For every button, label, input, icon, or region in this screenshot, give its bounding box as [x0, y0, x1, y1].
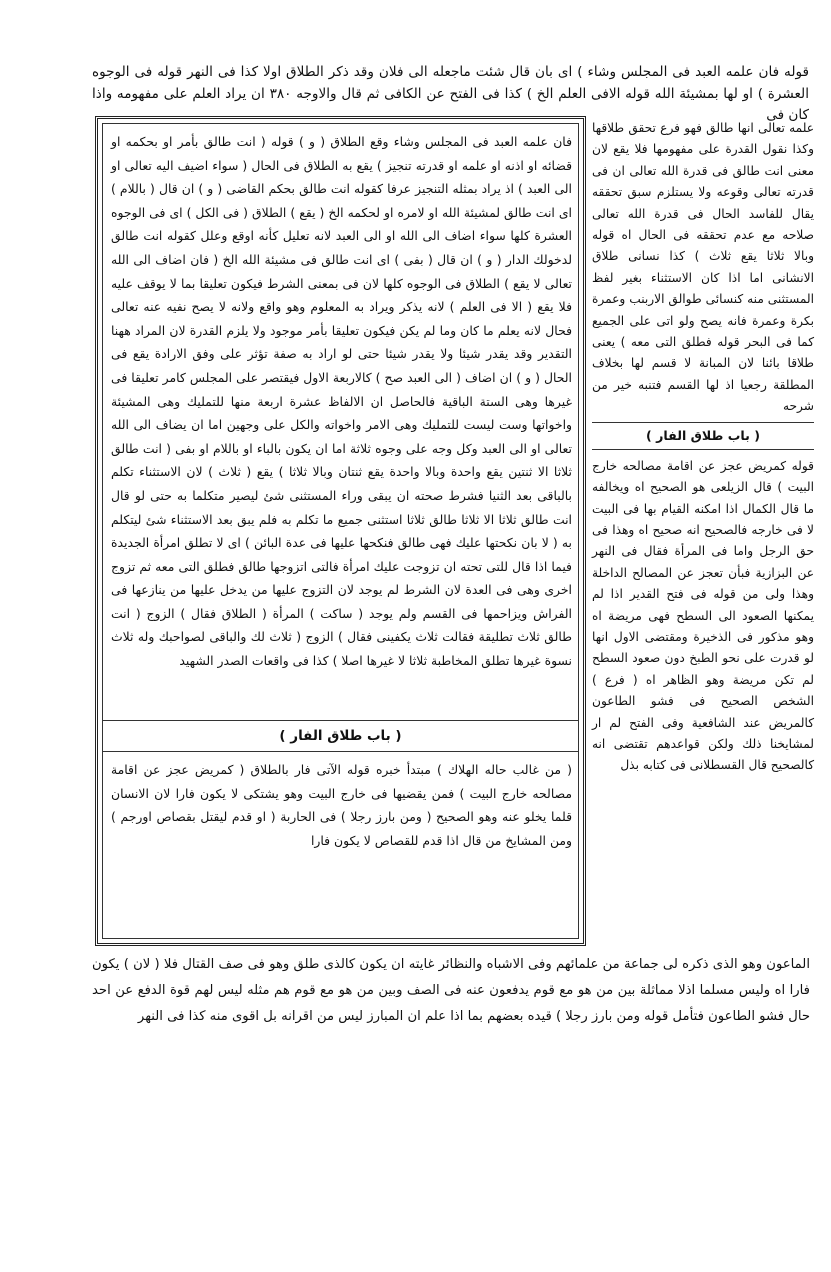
matn-frame-inner	[102, 123, 579, 939]
top-commentary: قوله فان علمه العبد فى المجلس وشاء ) اى بان قال شئت ماجعله الى فلان وقد ذكر الطلاق اولا كذا فى النهر قوله فى الوجوه العشرة ) او لها بمشيئة الله قوله الافى العلم الخ ) كذا فى الفتح عن الكافى ثم قال والاوجه ٣٨٠ ان يراد العلم على مفهومه واذا كان فى	[92, 64, 809, 123]
matn-text: فان علمه العبد فى المجلس وشاء وقع الطلاق ( و ) قوله ( انت طالق بأمر او بحكمه او قضائه او اذنه او علمه او قدرته تنجيز ) يقع به الطلاق فى الحال ( سواء اضيف اليه تعالى او الى العبد ) اذ يراد بمثله التنجيز عرفا كقوله انت طالق بحكم القاضى ( و ) ان قال ( باللام ) اى انت طالق لمشيئة الله او لامره او لحكمه الخ ( يقع ) الطلاق ( فى الكل ) اى فى الوجوه العشرة كلها سواء اضاف الى الله او الى العبد لانه تعليل كأنه اوقع وعلل كقوله انت طالق لدخولك الدار ( و ) ان قال ( بفى ) اى انت طالق فى مشيئة الله الخ ( فان اضاف الى الله تعالى لا يقع ) الطلاق فى الوجوه كلها لان فى بمعنى الشرط فيكون تعليقا بما لا يوقف عليه فلا يقع ( الا فى العلم ) لانه يذكر ويراد به المعلوم وهو واقع ولانه لا يصح نفيه عنه تعالى فحال لانه يعلم ما كان وما لم يكن فيكون تعليقا بأمر موجود ولا يلزم القدرة لان المراد ههنا التقدير وقد يقدر شيئا ولا يقدر شيئا حتى لو اراد به صفة تؤثر على وفق الارادة يقع فى الحال ( و ) ان اضاف ( الى العبد صح ) كالاربعة الاول فيقتصر على المجلس كامر تعليقا فى غيرها وهى الستة الباقية فالحاصل ان الالفاظ عشرة اربعة منها للتمليك وهى المشيئة واخواتها وست ليست للتمليك وهى الامر واخواته والكل على وجهين اما ان يضاف الى الله تعالى او الى العبد وكل وجه على وجوه ثلاثة اما ان يكون بالباء او باللام او بفى ( انت طالق ثلاثا الا ثنتين يقع واحدة وبالا واحدة يقع ثنتان وبالا ثلاثا ) يقع ( ثلاث ) لان الاستثناء تكلم بالباقى بعد الثنيا فشرط صحته ان يبقى وراء المستثنى شئ ليصير متكلما به حتى لو قال انت طالق ثلاثا الا ثلاثا طالق ثلاثا استثنى جميع ما تكلم به فلم يبق بعد الاستثناء شئ ليتكلم به ( لا بان نكحتها عليك فهى طالق فنكحها عليها فى عدة البائن ) اى لا تطلق امرأة الجديدة فيما اذا قال للتى تحته ان تزوجت عليك امرأة فالتى اتزوجها طالق فطلق التى معه ثم تزوج اخرى وهى فى العدة لان الشرط لم يوجد لان التزوج عليها من يدخل عليها من ينازعها فى الفراش ويزاحمها فى القسم ولم يوجد ( ساكت ) المرأة ( الطلاق فقال ) الزوج ( انت طالق ثلاث تطليقة فقالت ثلاث يكفينى فقال ) الزوج ( ثلاث لك والباقى لصواحبك وله ثلاث نسوة غيرها تطلق المخاطبة ثلاثا لا غيرها اصلا ) كذا فى واقعات الصدر الشهيد	[111, 134, 572, 669]
matn-frame	[95, 116, 586, 946]
side-commentary-part1: علمه تعالى انها طالق فهو فرع تحقق طلاقها وكذا نقول القدرة على مفهومها فلا يقع لان معنى انت طالق فى قدرة الله تعالى ان فى قدرته تعالى وقوعه ولا يستلزم سبق تحققه يقال للفاسد الحال فى قدرة الله تعالى صلاحه مع عدم تحققه فى الحال اه قوله وبالا ثلاثا يقع ثلاث ) كذا نسانى طلاق الانشانى اما اذا كان الاستثناء بغير لفظ المستثنى منه كنسائى طوالق الاربنب وعمرة بكرة وعمرة فانه يصح ولو اتى على الجميع كما فى البحر قوله فطلق التى معه ) يعنى طلاقا بائنا لان المبانة لا قسم لها بخلاف المطلقة رجعيا اذ لها القسم فتنبه خير من شرحه	[592, 121, 814, 414]
bottom-commentary: الماعون وهو الذى ذكره لى جماعة من علمائهم وفى الاشباه والنظائر غايته ان يكون كالذى طلق وهو فى صف القتال فلا ( لان ) يكون فارا اه وليس مسلما اذلا مماثلة بين من هو مع قوم يدفعون عنه فى الصف وبين من هو مع قوم هم مثله ليس لهم قوة الدفع عن احد حال فشو الطاعون فتأمل قوله ومن بارز رجلا ) قيده بعضهم بما اذا علم ان المبارز ليس من اقرانه بل اقوى منه كذا فى النهر	[92, 957, 810, 1024]
side-commentary	[592, 118, 814, 777]
side-chapter-heading: ( باب طلاق الفار )	[592, 422, 814, 450]
matn-text-chapter: ( من غالب حاله الهلاك ) مبتدأ خبره قوله الآتى فار بالطلاق ( كمريض عجز عن اقامة مصالحه خارج البيت ) فمن يقضيها فى خارج البيت وهو يشتكى لا يكون فارا لان الانسان قلما يخلو عنه وهو الصحيح ( ومن بارز رجلا ) فى الحاربة ( او قدم ليقتل بقصاص اورجم ) ومن المشايخ من قال اذا قدم للقصاص لا يكون فارا	[111, 762, 572, 848]
chapter-heading: ( باب طلاق الفار )	[103, 720, 578, 752]
side-commentary-part2: قوله كمريض عجز عن اقامة مصالحه خارج البيت ) قال الزيلعى هو الصحيح اه ويخالفه ما قال الكمال اذا امكنه القيام بها فى البيت لا فى خارجه فالصحيح انه صحيح اه وهذا فى حق الرجل واما فى المرأة فقال فى النهر عن البزازية فبأن تعجز عن المصالح الداخلة وهذا ولى من قوله فى فتح القدير اذا لم يمكنها الصعود الى السطح فهى مريضة اه وهو مذكور فى الذخيرة ومقتضى الاول انها لو قدرت على نحو الطبخ دون صعود السطح لم تكن مريضة وهو الظاهر اه ( فرع ) الشخص الصحيح فى فشو الطاعون كالمريض عند الشافعية وفى الفتح لم ار لمشايخنا ذلك ولكن قواعدهم تقتضى انه كالصحيح قال القسطلانى فى كتابه بذل	[592, 458, 814, 773]
